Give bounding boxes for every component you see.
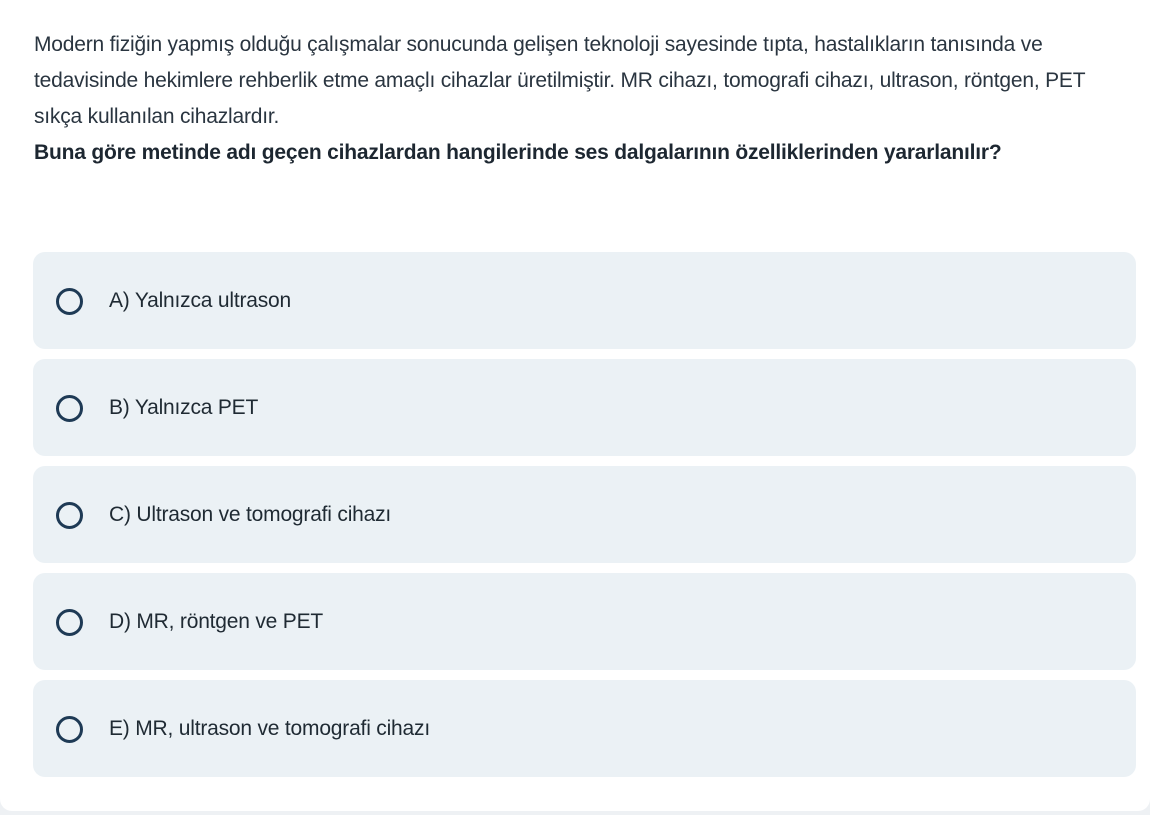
option-b[interactable] bbox=[33, 359, 1136, 456]
option-d[interactable] bbox=[33, 573, 1136, 670]
option-c[interactable] bbox=[33, 466, 1136, 563]
radio-circle-icon[interactable] bbox=[56, 502, 83, 529]
option-label: C) Ultrason ve tomografi cihazı bbox=[109, 503, 392, 526]
radio-circle-icon[interactable] bbox=[56, 288, 83, 315]
question-stem: Modern fiziğin yapmış olduğu çalışmalar sonucunda gelişen teknoloji sayesinde tıpta, hastalıkların tanısında ve tedavisinde hekimlere rehberlik etme amaçlı cihazlar üretilmiştir. MR cihazı, tomografi cihazı, ultrason, röntgen, PET sıkça kullanılan cihazlardır. bbox=[34, 33, 1085, 128]
answer-options bbox=[33, 252, 1136, 787]
question-prompt: Buna göre metinde adı geçen cihazlardan hangilerinde ses dalgalarının özelliklerinden yararlanılır? bbox=[34, 141, 1002, 164]
radio-circle-icon[interactable] bbox=[56, 609, 83, 636]
option-label: D) MR, röntgen ve PET bbox=[109, 610, 324, 633]
option-e[interactable] bbox=[33, 680, 1136, 777]
radio-circle-icon[interactable] bbox=[56, 716, 83, 743]
radio-circle-icon[interactable] bbox=[56, 395, 83, 422]
question-text bbox=[34, 27, 1119, 171]
option-label: B) Yalnızca PET bbox=[109, 396, 259, 419]
option-a[interactable] bbox=[33, 252, 1136, 349]
option-label: A) Yalnızca ultrason bbox=[109, 289, 291, 312]
option-label: E) MR, ultrason ve tomografi cihazı bbox=[109, 717, 430, 740]
